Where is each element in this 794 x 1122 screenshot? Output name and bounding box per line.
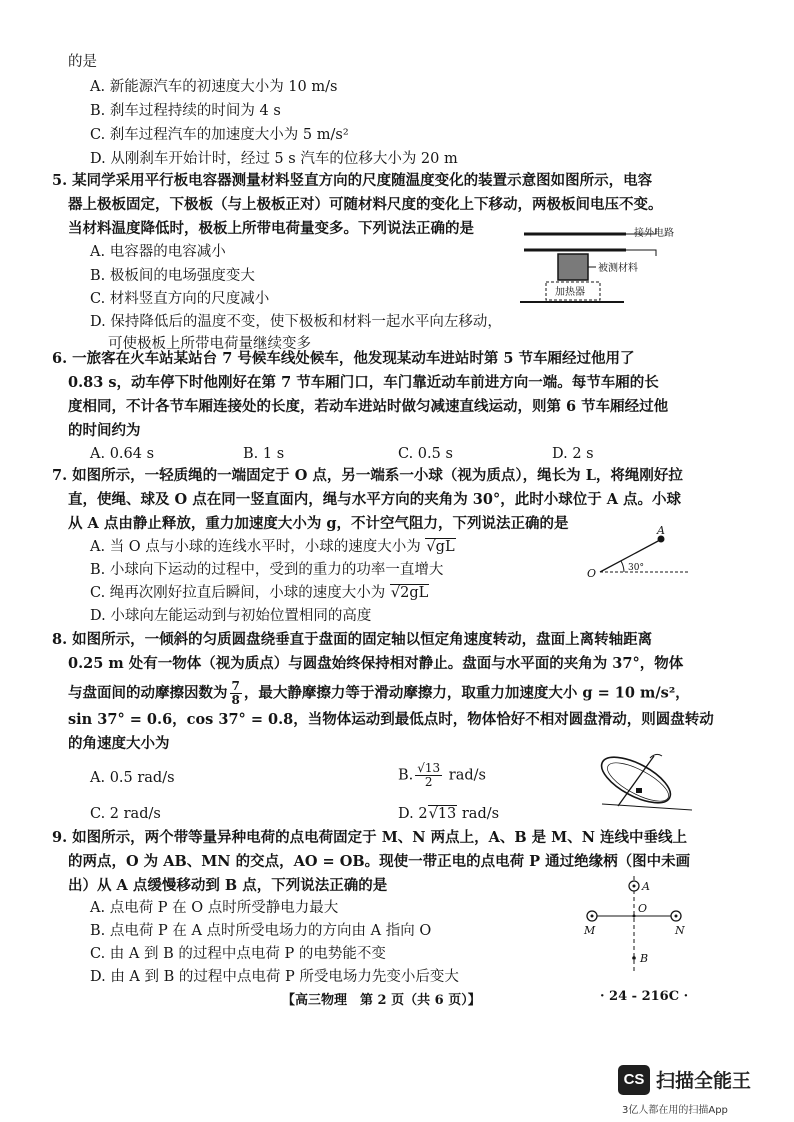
material-label: 被测材料 [598,263,638,274]
q6-line-4: 的时间约为 [68,422,141,439]
q9-option-b: B. 点电荷 P 在 A 点时所受电场力的方向由 A 指向 O [90,923,432,939]
q9-charges-figure [572,872,692,976]
circuit-label: 接外电路 [634,228,674,239]
sqrt-expression: √13 [428,806,457,822]
q7-option-c: C. 绳再次刚好拉直后瞬间，小球的速度大小为 √2gL [90,585,429,601]
q5-option-d: D. 保持降低后的温度不变，使下极板和材料一起水平向左移动， [90,314,502,330]
label-a: A [657,526,665,537]
label-m: M [584,924,596,937]
label-a: A [642,880,650,893]
q4-option-b: B. 刹车过程持续的时间为 4 s [90,103,281,119]
sqrt-expression: √gL [426,539,455,555]
q6-option-b: B. 1 s [243,446,285,462]
point-o [633,915,636,918]
incline-line [602,804,692,810]
page-footer-code: · 24 - 216C · [600,989,689,1004]
q8-line-5: 的角速度大小为 [68,735,170,752]
q8-option-b: B. $\frac{√13}{2}$ rad/s [398,761,486,789]
q5-capacitor-figure [516,222,686,314]
label-o: O [587,567,597,580]
q7-line-3: 从 A 点由静止释放，重力加速度大小为 g，不计空气阻力，下列说法正确的是 [68,515,569,532]
q5-option-a: A. 电容器的电容减小 [90,244,226,260]
q8-line-2: 0.25 m 处有一物体（视为质点）与圆盘始终保持相对静止。盘面与水平面的夹角为 37°，物体 [68,655,684,672]
q6-line-3: 度相同，不计各节车厢连接处的长度，若动车进站时做匀减速直线运动，则第 6 节车厢经过他 [68,398,669,415]
option-b-fraction: $\frac{√13}{2}$ [417,761,441,789]
q6-option-a: A. 0.64 s [90,446,155,462]
material-block [558,254,588,280]
friction-coefficient-fraction: $\frac{7}{8}$ [231,679,240,707]
label-b: B [640,952,649,965]
heater-label: 加热器 [555,287,585,298]
q7-option-a: A. 当 O 点与小球的连线水平时，小球的速度大小为 √gL [90,539,455,555]
angle-arc [621,561,624,572]
page-footer-center: 【高三物理 第 2 页（共 6 页）】 [282,993,481,1008]
q4-stem-tail: 的是 [68,54,97,70]
q9-option-c: C. 由 A 到 B 的过程中点电荷 P 的电势能不变 [90,946,386,962]
q6-line-1: 6. 一旅客在火车站某站台 7 号候车线处候车，他发现某动车进站时第 5 节车厢经过他用了 [52,350,635,367]
q5-line-2: 器上极板固定，下极板（与上极板正对）可随材料尺度的变化上下移动，两极板间电压不变。 [68,196,663,213]
q6-option-d: D. 2 s [552,446,594,462]
q8-line-1: 8. 如图所示，一倾斜的匀质圆盘绕垂直于盘面的固定轴以恒定角速度转动，盘面上离转轴距离 [52,631,653,648]
label-angle: 30° [628,563,644,573]
q9-line-3: 出）从 A 点缓慢移动到 B 点，下列说法正确的是 [68,877,388,894]
q5-option-b: B. 极板间的电场强度变大 [90,268,255,284]
q7-pendulum-figure [584,526,694,582]
q9-option-d: D. 由 A 到 B 的过程中点电荷 P 所受电场力先变小后变大 [90,969,459,985]
q5-line-1: 5. 某同学采用平行板电容器测量材料竖直方向的尺度随温度变化的装置示意图如图所示，电容 [52,172,653,189]
q4-option-d: D. 从刚刹车开始计时，经过 5 s 汽车的位移大小为 20 m [90,151,458,167]
object [636,788,642,793]
q5-line-3: 当材料温度降低时，极板上所带电荷量变多。下列说法正确的是 [68,220,474,237]
q9-option-a: A. 点电荷 P 在 O 点时所受静电力最大 [90,900,339,916]
q7-line-1: 7. 如图所示，一轻质绳的一端固定于 O 点，另一端系一小球（视为质点），绳长为 L，将绳刚好拉 [52,467,683,484]
q8-option-a: A. 0.5 rad/s [90,770,175,786]
rotation-arrow [650,754,662,758]
q6-line-2: 0.83 s，动车停下时他刚好在第 7 节车厢门口，车门靠近动车前进方向一端。每节车厢的长 [68,374,659,391]
q8-line-3: 与盘面间的动摩擦因数为 $\frac{7}{8}$ ，最大静摩擦力等于滑动摩擦力，取重力加速度大小 g = 10 m/s²， [68,679,690,707]
q7-line-2: 直，使绳、球及 O 点在同一竖直面内，绳与水平方向的夹角为 30°，此时小球位于 A 点。小球 [68,491,682,508]
q6-option-c: C. 0.5 s [398,446,453,462]
q4-option-a: A. 新能源汽车的初速度大小为 10 m/s [90,79,338,95]
q8-option-c: C. 2 rad/s [90,806,161,822]
scanner-watermark [618,1061,768,1116]
q5-option-c: C. 材料竖直方向的尺度减小 [90,291,270,307]
label-n: N [675,924,685,937]
q9-line-1: 9. 如图所示，两个带等量异种电荷的点电荷固定于 M、N 两点上，A、B 是 M、N 连线中垂线上 [52,829,688,846]
q9-line-2: 的两点，O 为 AB、MN 的交点，AO = OB。现使一带正电的点电荷 P 通过绝缘柄（图中未画 [68,853,691,870]
q8-inclined-disk-figure [592,748,696,818]
scanner-app-name: 扫描全能王 [656,1070,752,1092]
circuit-wire-lower [626,250,656,256]
q7-option-b: B. 小球向下运动的过程中，受到的重力的功率一直增大 [90,562,444,578]
q5-option-d-cont: 可使极板上所带电荷量继续变多 [108,336,311,352]
q7-option-d: D. 小球向左能运动到与初始位置相同的高度 [90,608,372,624]
cs-logo-icon: CS [618,1065,650,1095]
scanner-tagline: 3亿人都在用的扫描App [622,1105,728,1116]
q8-option-d: D. 2√13 rad/s [398,806,500,822]
point-b [632,956,636,960]
sqrt-expression: √2gL [390,585,429,601]
label-o: O [638,902,648,915]
q8-line-4: sin 37° = 0.6，cos 37° = 0.8，当物体运动到最低点时，物体恰好不相对圆盘滑动，则圆盘转动 [68,711,714,728]
q4-option-c: C. 刹车过程汽车的加速度大小为 5 m/s² [90,127,349,143]
